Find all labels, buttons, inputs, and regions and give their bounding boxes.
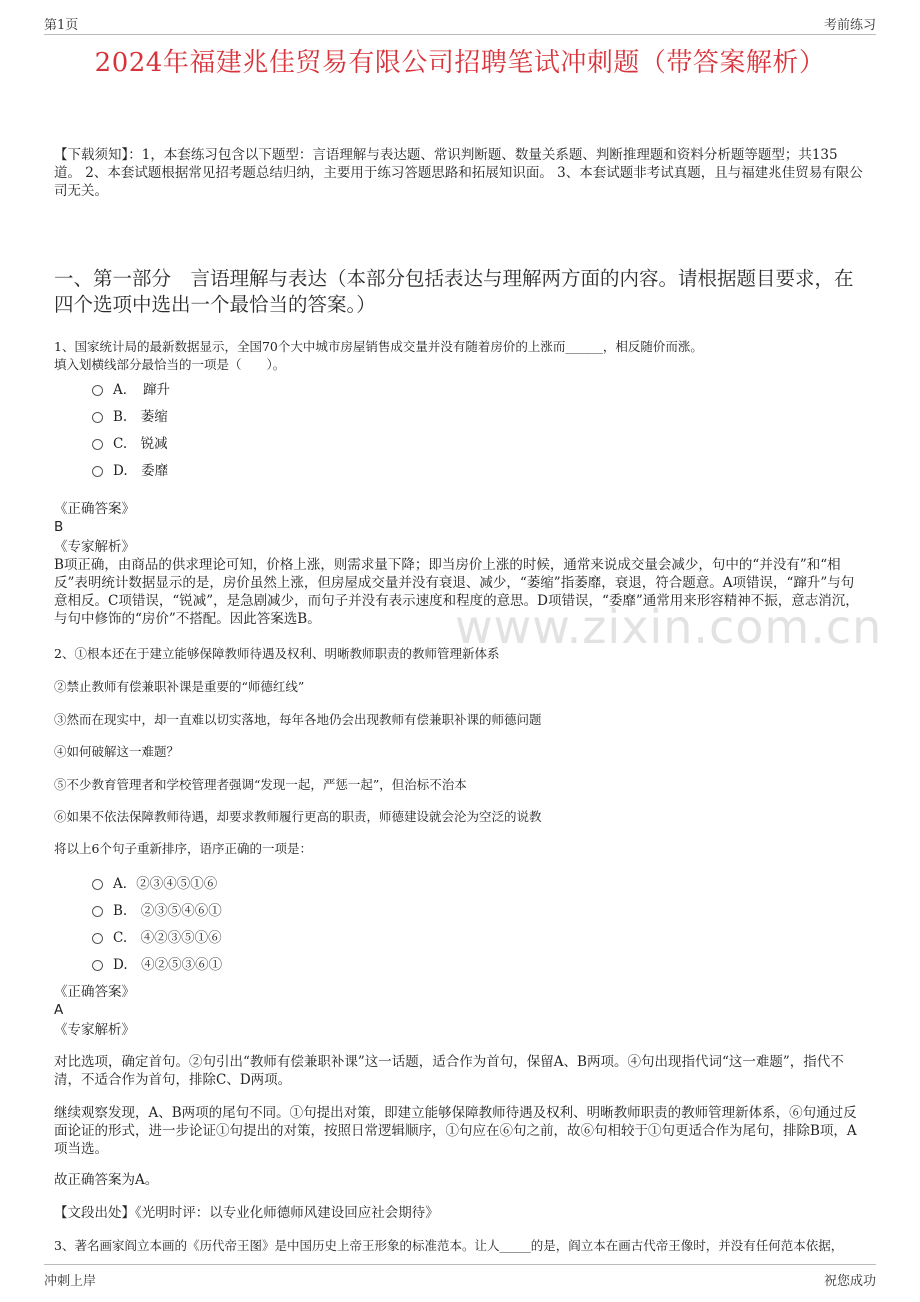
option-b[interactable]: B. 萎缩 [92, 401, 170, 428]
question-1-options [92, 374, 170, 482]
question-1-answer: B [54, 519, 64, 535]
question-1-answer-label: 《正确答案》 [54, 501, 135, 517]
question-2-analysis-para: 故正确答案为A。 [54, 1172, 159, 1188]
question-2-sentence: ⑥如果不依法保障教师待遇，却要求教师履行更高的职责，师德建设就会沦为空泛的说教 [54, 809, 542, 824]
question-1-prompt: 填入划横线部分最恰当的一项是（ ）。 [54, 357, 286, 372]
option-d[interactable]: D. 委靡 [92, 455, 170, 482]
document-title: 2024年福建兆佳贸易有限公司招聘笔试冲刺题（带答案解析） [94, 48, 826, 78]
question-2-sentence: 2、①根本还在于建立能够保障教师待遇及权利、明晰教师职责的教师管理新体系 [54, 646, 500, 661]
section-heading: 一、第一部分 言语理解与表达（本部分包括表达与理解两方面的内容。请根据题目要求，在四个选项中选出一个最恰当的答案。） [54, 267, 854, 316]
radio-icon[interactable] [92, 933, 103, 944]
header-divider [44, 34, 876, 35]
question-2-analysis-para: 继续观察发现，A、B两项的尾句不同。①句提出对策，即建立能够保障教师待遇及权利、明晰教师职责的教师管理新体系，⑥句通过反面论证的形式，进一步论证①句提出的对策，按照日常逻辑顺序，①句应在⑥句之前，故⑥句相较于①句更适合作为尾句，排除B项，A项当选。 [54, 1105, 857, 1157]
question-2-sentence: ②禁止教师有偿兼职补课是重要的“师德红线” [54, 679, 305, 694]
radio-icon[interactable] [92, 960, 103, 971]
question-2-sentence: ⑤不少教育管理者和学校管理者强调“发现一起，严惩一起”，但治标不治本 [54, 777, 467, 792]
radio-icon[interactable] [92, 439, 103, 450]
question-2-analysis-label: 《专家解析》 [54, 1022, 135, 1038]
radio-icon[interactable] [92, 385, 103, 396]
page-number: 第1页 [44, 18, 79, 33]
option-a[interactable]: A．②③④⑤①⑥ [92, 868, 222, 895]
question-2-sentence: ③然而在现实中，却一直难以切实落地，每年各地仍会出现教师有偿兼职补课的师德问题 [54, 712, 542, 727]
question-2-analysis-para: 对比选项，确定首句。②句引出“教师有偿兼职补课”这一话题，适合作为首句，保留A、B两项。④句出现指代词“这一难题”，指代不清，不适合作为首句，排除C、D两项。 [54, 1054, 844, 1088]
option-b[interactable]: B. ②③⑤④⑥① [92, 895, 222, 922]
radio-icon[interactable] [92, 466, 103, 477]
question-1-analysis: B项正确，由商品的供求理论可知，价格上涨，则需求量下降；即当房价上涨的时候，通常来说成交量会减少，句中的“并没有”和“相反”表明统计数据显示的是，房价虽然上涨，但房屋成交量并没有衰退、减少，“萎缩”指萎靡，衰退，符合题意。A项错误，“蹿升”与句意相反。C项错误，“锐减”，是急剧减少，而句子并没有表示速度和程度的意思。D项错误，“委靡”通常用来形容精神不振，意志消沉，与句中修饰的“房价”不搭配。因此答案选B。 [54, 557, 859, 627]
question-1-text: 1、国家统计局的最新数据显示，全国70个大中城市房屋销售成交量并没有随着房价的上涨而______，相反随价而涨。 [54, 339, 703, 354]
footer-right-text: 祝您成功 [823, 1274, 876, 1289]
question-2-source: 【文段出处】《光明时评：以专业化师德师风建设回应社会期待》 [54, 1205, 439, 1221]
option-c[interactable]: C. ④②③⑤①⑥ [92, 922, 222, 949]
question-2-answer: A [54, 1002, 64, 1018]
footer-left-text: 冲刺上岸 [44, 1274, 97, 1289]
header-category: 考前练习 [823, 18, 876, 33]
radio-icon[interactable] [92, 906, 103, 917]
question-2-prompt: 将以上6个句子重新排序，语序正确的一项是： [54, 841, 312, 856]
option-c[interactable]: C. 锐减 [92, 428, 170, 455]
radio-icon[interactable] [92, 412, 103, 423]
question-2-sentence: ④如何破解这一难题？ [54, 744, 180, 759]
radio-icon[interactable] [92, 879, 103, 890]
footer-divider [44, 1264, 876, 1265]
option-d[interactable]: D. ④②⑤③⑥① [92, 949, 222, 976]
question-1-stem [54, 338, 866, 374]
watermark: www.zixin.com.cn [455, 600, 883, 654]
question-3-stem: 3、著名画家阎立本画的《历代帝王图》是中国历史上帝王形象的标准范本。让人_____的是，阎立本在画古代帝王像时，并没有任何范本依据， [54, 1238, 844, 1253]
option-a[interactable]: A． 蹿升 [92, 374, 170, 401]
download-notice: 【下载须知】：1，本套练习包含以下题型：言语理解与表达题、常识判断题、数量关系题、判断推理题和资料分析题等题型；共135道。 2、本套试题根据常见招考题总结归纳，主要用于练习答题思路和拓展知识面。 3、本套试题非考试真题，且与福建兆佳贸易有限公司无关。 [54, 147, 863, 199]
question-2-answer-label: 《正确答案》 [54, 984, 135, 1000]
question-1-analysis-label: 《专家解析》 [54, 539, 135, 555]
question-2-options [92, 868, 222, 976]
